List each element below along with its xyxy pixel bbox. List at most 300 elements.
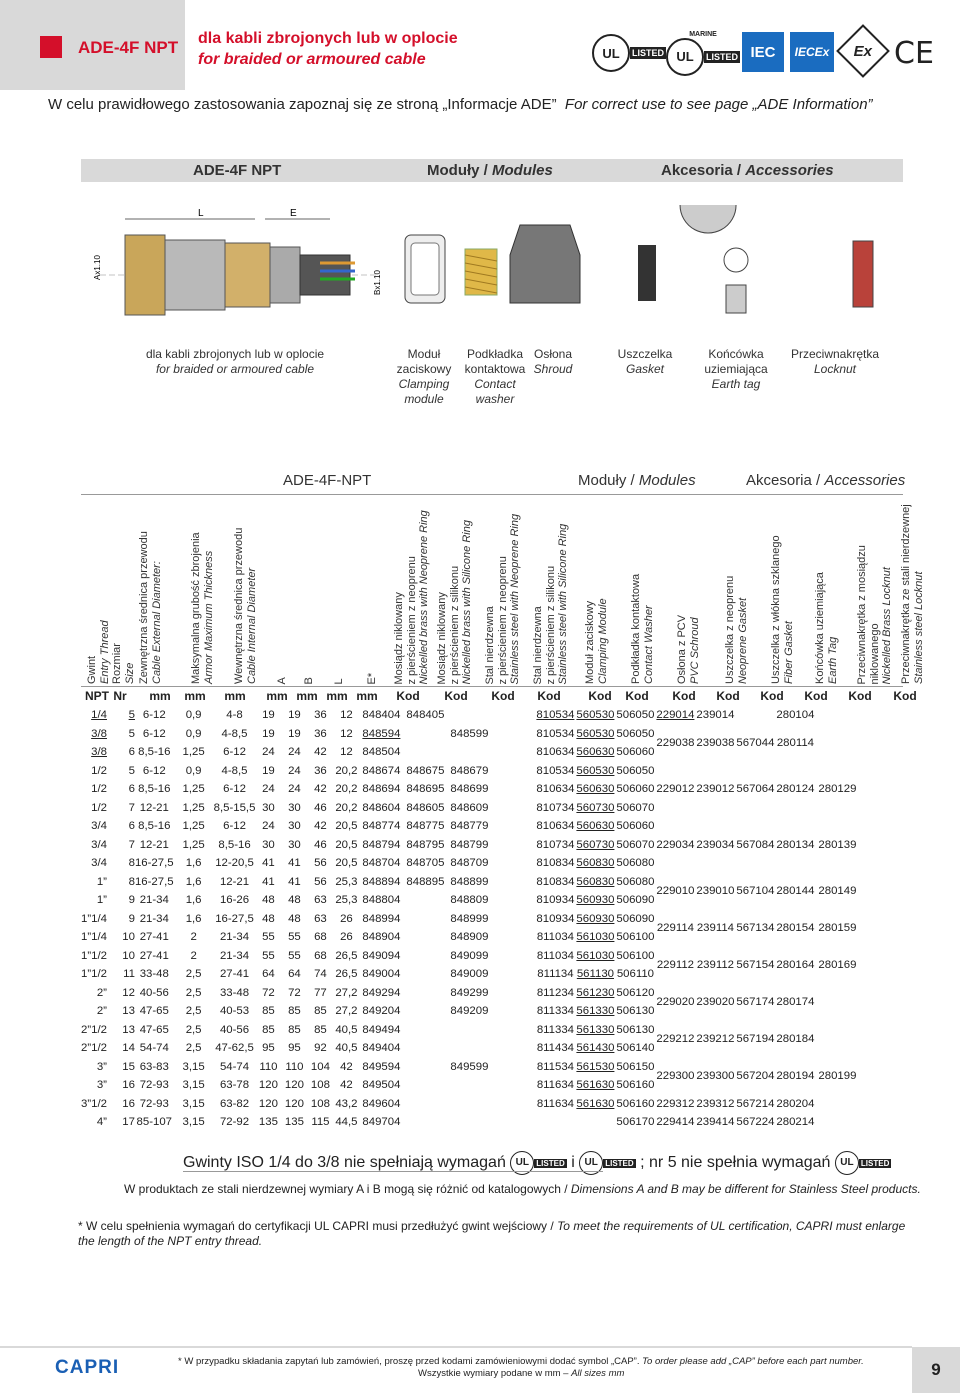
table-cell: 33-48 xyxy=(219,986,250,999)
table-cell: 3”1/2 xyxy=(81,1097,107,1110)
table-cell: 54-74 xyxy=(139,1042,169,1055)
table-cell: 560530 xyxy=(576,727,615,740)
table-cell: 16-27,5 xyxy=(215,912,254,925)
table-cell: 239212 xyxy=(696,1033,735,1045)
table-cell: 848694 xyxy=(362,783,401,796)
table-cell: 2,5 xyxy=(185,1023,202,1036)
table-cell: 68 xyxy=(314,931,327,944)
table-cell: 229414 xyxy=(656,1116,695,1129)
table-cell: 8,5-16 xyxy=(218,838,251,851)
table-cell: 229212 xyxy=(656,1033,695,1045)
table-cell: 20,2 xyxy=(335,764,358,777)
table-cell xyxy=(491,1095,535,1114)
table-cell: 41 xyxy=(288,875,301,888)
table-cell: 506090 xyxy=(616,894,655,907)
table-cell: 560530 xyxy=(576,709,615,722)
table-cell: 1”1/2 xyxy=(81,968,107,981)
table-cell xyxy=(491,799,535,818)
table-cell: 280184 xyxy=(776,1033,815,1045)
column-header: Wewnętrzna średnica przewodu Cable Internal Diameter xyxy=(233,527,258,684)
table-cell: 506080 xyxy=(616,875,655,888)
table-cell: 229012 xyxy=(656,783,695,796)
table-cell: 567084 xyxy=(736,838,775,851)
table-cell: 506150 xyxy=(616,1060,655,1073)
table-cell xyxy=(491,836,535,855)
table-cell: 12-21 xyxy=(139,801,169,814)
table-cell: 849099 xyxy=(450,949,489,962)
usage-info: W celu prawidłowego zastosowania zapoznaj się ze stroną „Informacje ADE” For correct use to see page „ADE Information” xyxy=(48,96,873,113)
table-cell: 108 xyxy=(310,1079,330,1092)
table-cell: 567204 xyxy=(736,1070,775,1082)
table-cell: 64 xyxy=(288,968,301,981)
table-cell xyxy=(815,725,859,762)
table-cell xyxy=(735,706,775,725)
table-cell: 3,15 xyxy=(182,1079,205,1092)
table-header-modules: Moduły / Modules xyxy=(578,472,696,489)
table-cell: 43,2 xyxy=(335,1097,358,1110)
table-cell: 135 xyxy=(284,1116,304,1129)
product-code: ADE-4F NPT xyxy=(78,38,179,57)
table-cell xyxy=(491,762,535,781)
table-cell: 72 xyxy=(262,986,275,999)
table-cell: 849204 xyxy=(362,1005,401,1018)
table-cell: 560930 xyxy=(576,894,615,907)
stainless-note: W produktach ze stali nierdzewnej wymiary A i B mogą się różnić od katalogowych / Dimensions A and B may be different for Stainless Steel products. xyxy=(124,1182,921,1196)
table-cell: 68 xyxy=(314,949,327,962)
table-cell: 85 xyxy=(314,1005,327,1018)
table-cell: 16-27,5 xyxy=(134,875,174,888)
table-cell: 13 xyxy=(122,1005,135,1018)
table-cell: 811334 xyxy=(536,1005,574,1018)
unit-cell: Kod xyxy=(625,689,649,703)
table-cell xyxy=(447,706,491,725)
table-cell xyxy=(403,743,447,762)
table-cell: 72 xyxy=(288,986,301,999)
table-cell: 810734 xyxy=(536,801,575,814)
shroud-drawing xyxy=(510,225,580,303)
table-cell xyxy=(535,1113,575,1132)
table-cell: 561630 xyxy=(576,1079,615,1092)
table-cell: 560630 xyxy=(576,746,615,759)
table-cell: 848599 xyxy=(450,727,489,740)
table-cell: 561030 xyxy=(576,949,615,962)
table-cell: 1/2 xyxy=(91,801,107,814)
table-cell: 0,9 xyxy=(185,727,202,740)
table-cell: 27,2 xyxy=(335,986,358,999)
table-cell: 810934 xyxy=(536,912,575,925)
table-cell: 506110 xyxy=(616,968,654,981)
table-cell: 849704 xyxy=(362,1116,401,1129)
table-cell xyxy=(403,1021,447,1040)
table-cell: 47-65 xyxy=(139,1023,169,1036)
table-cell: 811334 xyxy=(536,1023,574,1036)
table-cell: 848799 xyxy=(450,838,489,851)
table-cell xyxy=(491,910,535,929)
table-cell: 26 xyxy=(340,931,353,944)
table-cell: 4-8 xyxy=(226,709,243,722)
table-cell: 26 xyxy=(340,912,353,925)
column-header: Przeciwnakrętka z mosiądzu niklowanego Nickelled Brass Locknut xyxy=(856,544,893,684)
table-cell: 20,2 xyxy=(335,783,358,796)
table-cell: 42 xyxy=(314,746,327,759)
unit-cell: NPT xyxy=(85,689,109,703)
table-cell: 19 xyxy=(262,709,275,722)
table-cell: 120 xyxy=(284,1079,304,1092)
table-cell: 848405 xyxy=(406,709,445,722)
unit-cell: mm xyxy=(326,689,348,703)
table-cell: 849004 xyxy=(362,968,401,981)
unit-cell: mm xyxy=(184,689,206,703)
table-cell: 567104 xyxy=(736,885,775,897)
table-cell: 48 xyxy=(288,894,301,907)
table-cell: 4” xyxy=(96,1116,107,1129)
table-cell: 848609 xyxy=(450,801,489,814)
table-cell: 1,6 xyxy=(185,912,202,925)
table-cell: 55 xyxy=(288,949,301,962)
table-cell: 810834 xyxy=(536,875,575,888)
table-cell: 506140 xyxy=(616,1042,655,1055)
table-cell: 810734 xyxy=(536,838,575,851)
table-cell: 16 xyxy=(122,1097,135,1110)
contact-washer-drawing xyxy=(465,249,497,295)
table-cell: 85 xyxy=(288,1023,301,1036)
table-cell xyxy=(403,1002,447,1021)
table-cell: 229300 xyxy=(656,1070,695,1082)
table-cell: 40-56 xyxy=(219,1023,250,1036)
table-cell: 848705 xyxy=(406,857,445,870)
table-cell: 36 xyxy=(314,709,327,722)
table-cell: 848779 xyxy=(450,820,489,833)
order-note: * W przypadku składania zapytań lub zamówień, proszę przed kodami zamówieniowymi dodać symbol „CAP”. To order please add „CAP” before each part number. Wszystkie wymiary podane w mm – All sizes mm xyxy=(178,1356,864,1379)
table-cell xyxy=(491,780,535,799)
table-cell xyxy=(447,1021,491,1040)
table-cell xyxy=(491,1039,535,1058)
table-cell xyxy=(403,928,447,947)
table-cell: 848709 xyxy=(450,857,489,870)
table-cell: 120 xyxy=(284,1097,304,1110)
table-cell: 229312 xyxy=(656,1097,695,1110)
table-cell: 239114 xyxy=(696,922,734,934)
table-cell xyxy=(491,965,535,984)
table-cell: 21-34 xyxy=(219,931,250,944)
table-cell: 561630 xyxy=(576,1097,615,1110)
table-cell: 229112 xyxy=(656,959,694,971)
table-cell: 24 xyxy=(288,764,301,777)
table-cell: 811234 xyxy=(536,986,574,999)
table-cell xyxy=(815,984,859,1021)
table-cell: 110 xyxy=(259,1060,278,1073)
table-cell: 506060 xyxy=(616,746,655,759)
page-header xyxy=(0,0,960,90)
table-cell: 1,25 xyxy=(182,820,205,833)
table-cell xyxy=(491,1076,535,1095)
column-header: L xyxy=(333,677,345,684)
table-cell: 24 xyxy=(288,746,301,759)
table-cell: 7 xyxy=(128,838,135,851)
table-cell: 12-20,5 xyxy=(215,857,254,870)
caption-main: dla kabli zbrojonych lub w oplocie for braided or armoured cable xyxy=(145,347,325,376)
table-cell: 47-62,5 xyxy=(215,1042,254,1055)
column-header: Końcówka uziemiająca Earth Tag xyxy=(814,572,839,684)
header-title-en: for braided or armoured cable xyxy=(198,51,426,68)
table-cell: 27,2 xyxy=(335,1005,358,1018)
table-cell: 280134 xyxy=(776,838,815,851)
table-cell: 848704 xyxy=(362,857,401,870)
table-cell: 63-83 xyxy=(139,1060,169,1073)
table-cell: 63 xyxy=(314,894,327,907)
table-cell: 24 xyxy=(262,783,275,796)
table-cell: 47-65 xyxy=(139,1005,169,1018)
table-cell xyxy=(491,947,535,966)
table-cell: 1,6 xyxy=(185,894,202,907)
table-cell: 2”1/2 xyxy=(81,1023,107,1036)
table-cell: 27-41 xyxy=(139,931,169,944)
table-cell: 560830 xyxy=(576,857,615,870)
table-cell: 506100 xyxy=(616,931,655,944)
caption-gasket: Uszczelka Gasket xyxy=(617,347,673,376)
table-cell: 41 xyxy=(288,857,301,870)
column-header-rule xyxy=(81,686,903,687)
table-cell: 506050 xyxy=(616,764,655,777)
capri-logo: CAPRI xyxy=(55,1357,120,1378)
table-row xyxy=(81,706,859,725)
table-cell: 3/8 xyxy=(91,727,107,740)
table-cell: 21-34 xyxy=(139,912,169,925)
table-cell: 16 xyxy=(122,1079,135,1092)
column-header: Uszczelka z neoprenu Neoprene Gasket xyxy=(724,575,749,684)
table-cell: 560830 xyxy=(576,875,615,888)
column-header: Mosiądz niklowany z pierścieniem z neoprenu Nickelled brass with Neoprene Ring xyxy=(393,509,430,684)
table-cell: 810534 xyxy=(536,727,575,740)
table-cell: 811534 xyxy=(536,1060,574,1073)
table-cell: 849094 xyxy=(362,949,401,962)
table-cell: 6-12 xyxy=(142,709,166,722)
table-cell: 567064 xyxy=(736,783,775,796)
table-cell: 567194 xyxy=(736,1033,775,1045)
table-row xyxy=(81,984,859,1003)
table-cell: 1/2 xyxy=(91,764,107,777)
table-cell: 848605 xyxy=(406,801,445,814)
table-cell: 848604 xyxy=(362,801,401,814)
table-cell: 849594 xyxy=(362,1060,401,1073)
table-cell: 561430 xyxy=(576,1042,615,1055)
table-cell: 849294 xyxy=(362,986,401,999)
table-cell xyxy=(491,743,535,762)
table-cell: 12-21 xyxy=(219,875,250,888)
table-cell xyxy=(403,947,447,966)
table-cell: 1”1/4 xyxy=(81,912,107,925)
table-cell: 17 xyxy=(122,1116,135,1129)
table-cell: 30 xyxy=(288,838,301,851)
table-cell: 6-12 xyxy=(142,727,166,740)
table-row xyxy=(81,762,859,781)
table-cell: 506090 xyxy=(616,912,655,925)
table-cell: 561330 xyxy=(576,1005,615,1018)
ul-marine-icon: UL xyxy=(579,1151,603,1175)
table-cell: 848795 xyxy=(406,838,445,851)
table-header-rule xyxy=(81,494,903,495)
table-cell: 848675 xyxy=(406,764,445,777)
table-cell: 506120 xyxy=(616,986,655,999)
table-cell xyxy=(403,1113,447,1132)
table-cell: 48 xyxy=(288,912,301,925)
table-cell: 848679 xyxy=(450,764,489,777)
table-cell: 848895 xyxy=(406,875,445,888)
table-cell: 567134 xyxy=(736,922,775,934)
ul-icon-2: UL xyxy=(835,1151,859,1175)
table-cell: 56 xyxy=(314,875,327,888)
iso-note-underline xyxy=(183,1171,603,1172)
table-cell: 10 xyxy=(122,949,135,962)
table-cell: 13 xyxy=(122,1023,135,1036)
table-cell: 19 xyxy=(262,764,275,777)
table-cell: 229038 xyxy=(656,737,695,749)
table-cell: 560530 xyxy=(576,764,615,777)
table-row xyxy=(81,725,859,744)
table-cell: 506060 xyxy=(616,820,655,833)
table-cell xyxy=(491,984,535,1003)
table-cell: 1”1/2 xyxy=(81,949,107,962)
table-cell: 1/2 xyxy=(91,783,107,796)
ce-logo: CE xyxy=(894,35,934,71)
table-cell: 506130 xyxy=(616,1005,655,1018)
table-header-accessories: Akcesoria / Accessories xyxy=(746,472,906,489)
table-cell xyxy=(403,1058,447,1077)
unit-cell: Kod xyxy=(893,689,917,703)
table-cell: 506060 xyxy=(616,783,655,796)
table-cell: 19 xyxy=(262,727,275,740)
table-cell: 810634 xyxy=(536,820,575,833)
table-cell: 24 xyxy=(262,820,275,833)
table-cell: 64 xyxy=(262,968,275,981)
table-cell: 506050 xyxy=(616,709,655,722)
table-cell: 85 xyxy=(288,1005,301,1018)
table-cell: 55 xyxy=(262,949,275,962)
unit-cell: mm xyxy=(356,689,378,703)
table-header-product: ADE-4F-NPT xyxy=(283,472,372,489)
locknut-drawing xyxy=(853,241,873,307)
unit-cell: Kod xyxy=(848,689,872,703)
table-cell: 40-53 xyxy=(219,1005,250,1018)
table-cell: 280139 xyxy=(818,838,857,851)
table-cell: 33-48 xyxy=(139,968,169,981)
table-cell: 54-74 xyxy=(219,1060,250,1073)
table-cell: 848904 xyxy=(362,931,401,944)
table-cell: 561230 xyxy=(576,986,615,999)
table-cell: 810934 xyxy=(536,894,575,907)
table-cell: 6 xyxy=(128,820,135,833)
table-cell: 15 xyxy=(122,1060,135,1073)
table-cell: 14 xyxy=(122,1042,135,1055)
table-cell: 85 xyxy=(314,1023,327,1036)
table-cell: 24 xyxy=(288,783,301,796)
table-cell: 810534 xyxy=(536,709,575,722)
table-cell xyxy=(815,1095,859,1114)
unit-cell: Kod xyxy=(716,689,740,703)
table-cell: 85 xyxy=(262,1023,275,1036)
ul-note: * W celu spełnienia wymagań do certyfikacji UL CAPRI musi przedłużyć gwint wejściowy / To meet the requirements of UL certification, CAPRI must enlarge the length of the NPT entry thread. xyxy=(78,1219,906,1248)
table-row xyxy=(81,1021,859,1040)
table-cell xyxy=(447,1076,491,1095)
table-row xyxy=(81,873,859,892)
table-cell: 848999 xyxy=(450,912,489,925)
table-cell: 2,5 xyxy=(185,1042,202,1055)
table-cell: 11 xyxy=(123,968,135,981)
column-header: Stal nierdzewna z pierścieniem z silikonu Stainless steel with Silicone Ring xyxy=(532,523,569,684)
table-cell: 1/4 xyxy=(91,709,107,722)
table-cell: 6-12 xyxy=(142,764,166,777)
ul-icon: UL xyxy=(592,34,630,72)
table-cell: 12 xyxy=(340,709,353,722)
table-cell: 849599 xyxy=(450,1060,489,1073)
table-cell: 16-26 xyxy=(219,894,250,907)
column-header: B xyxy=(303,676,315,684)
table-cell: 36 xyxy=(314,764,327,777)
table-cell: 40-56 xyxy=(139,986,169,999)
table-cell: 40,5 xyxy=(335,1023,358,1036)
table-cell: 42 xyxy=(314,820,327,833)
clamping-module-drawing xyxy=(405,235,445,303)
table-cell: 20,5 xyxy=(335,857,358,870)
table-cell: 810634 xyxy=(536,746,575,759)
table-cell: 4-8,5 xyxy=(221,727,248,740)
iecex-logo: IECEx xyxy=(790,32,834,72)
page-number: 9 xyxy=(912,1347,960,1393)
column-header: A xyxy=(276,676,288,684)
table-cell: 849494 xyxy=(362,1023,401,1036)
table-cell: 120 xyxy=(258,1079,278,1092)
table-cell: 229114 xyxy=(656,922,694,934)
table-cell: 2”1/2 xyxy=(81,1042,107,1055)
column-header: Osłona z PCV PVC Schroud xyxy=(676,614,701,684)
header-title-pl: dla kabli zbrojonych lub w oplocie xyxy=(198,30,458,47)
table-cell: 55 xyxy=(288,931,301,944)
table-cell: 280199 xyxy=(818,1070,857,1082)
table-cell: 506050 xyxy=(616,727,655,740)
table-cell: 9 xyxy=(128,912,135,925)
table-cell: 811634 xyxy=(536,1079,574,1092)
caption-clamping-module: Moduł zaciskowy Clamping module xyxy=(396,347,452,406)
table-cell: 26,5 xyxy=(335,949,358,962)
ex-logo: Ex xyxy=(836,24,890,78)
table-cell: 280154 xyxy=(776,922,815,934)
table-cell: 1,25 xyxy=(182,838,205,851)
table-cell xyxy=(447,743,491,762)
table-cell xyxy=(491,891,535,910)
table-cell xyxy=(491,1002,535,1021)
table-cell: 12-21 xyxy=(139,838,169,851)
table-cell: 3” xyxy=(96,1079,107,1092)
table-cell: 46 xyxy=(314,838,327,851)
table-cell: 1”1/4 xyxy=(81,931,107,944)
table-cell: 848504 xyxy=(362,746,401,759)
table-cell: 280214 xyxy=(776,1116,815,1129)
table-cell: 3,15 xyxy=(182,1097,205,1110)
table-cell xyxy=(403,1095,447,1114)
table-cell: 811134 xyxy=(537,968,574,981)
unit-cell: Nr xyxy=(113,689,127,703)
table-cell: 239038 xyxy=(696,737,735,749)
table-cell: 27-41 xyxy=(219,968,250,981)
table-cell: 42 xyxy=(314,783,327,796)
table-cell: 506070 xyxy=(616,838,655,851)
ul-marine-icon: UL xyxy=(666,38,704,76)
table-cell: 20,5 xyxy=(335,838,358,851)
table-cell: 120 xyxy=(258,1097,278,1110)
table-cell: 55 xyxy=(262,931,275,944)
table-cell xyxy=(403,1076,447,1095)
table-cell: 6-12 xyxy=(223,746,246,759)
